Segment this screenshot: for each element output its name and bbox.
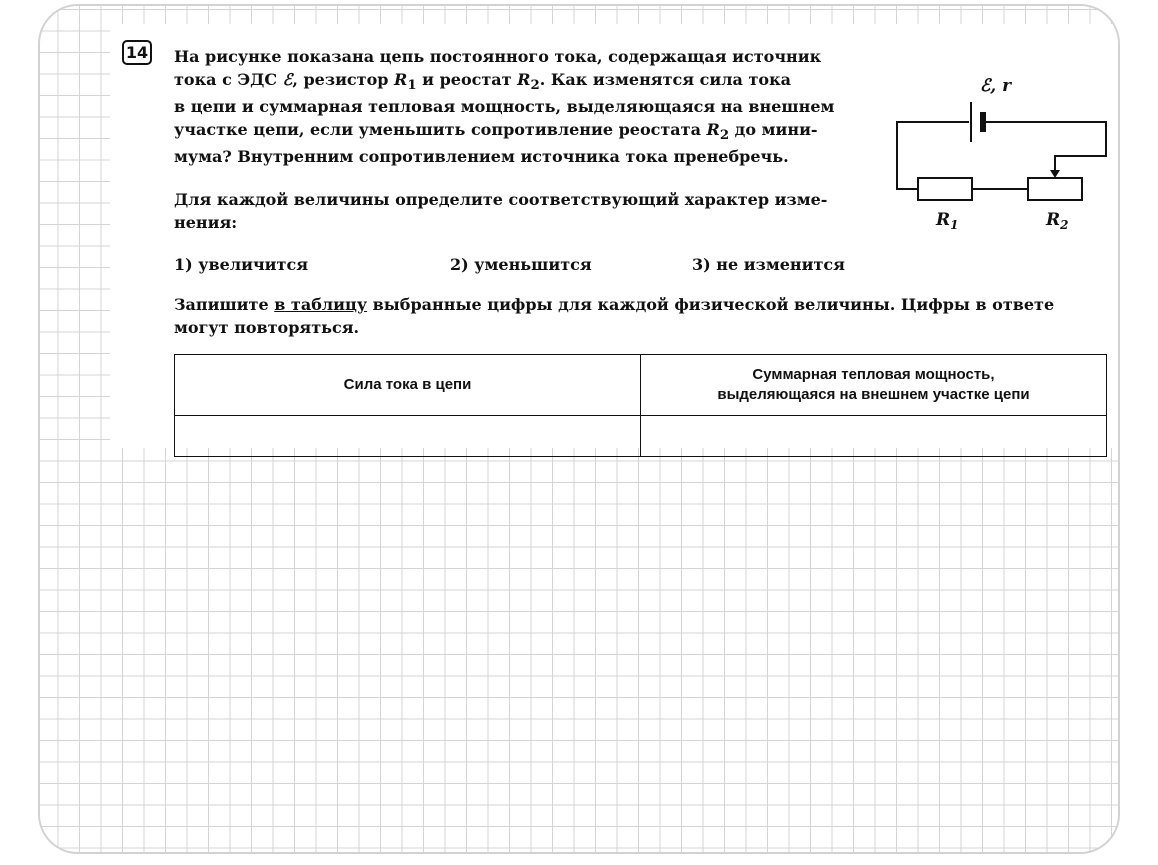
option-decrease: 2) уменьшится	[450, 255, 592, 274]
source-label: ℰ, r	[980, 76, 1012, 96]
task-block	[110, 24, 1120, 448]
header-power: Суммарная тепловая мощность, выделяющаяся на внешнем участке цепи	[641, 355, 1107, 416]
table-header-row	[175, 355, 1107, 416]
answer-table	[174, 354, 1107, 457]
grid-sheet	[38, 4, 1120, 854]
resistor-r1	[918, 178, 972, 200]
r1-label: $R_1$	[936, 210, 959, 229]
r2-label: $R_2$	[1046, 210, 1069, 229]
answer-instruction: Запишите в таблицу выбранные цифры для каждой физической величины. Цифры в ответе могут повторяться.	[174, 295, 1055, 337]
header-current: Сила тока в цепи	[175, 355, 641, 416]
rheostat-r2	[1028, 178, 1082, 200]
wire-right	[985, 122, 1106, 172]
circuit-diagram	[890, 54, 1110, 229]
answer-cell-current[interactable]	[175, 416, 641, 457]
task-number: 14	[122, 40, 152, 65]
problem-statement: На рисунке показана цепь постоянного тока, содержащая источник тока с ЭДС ℰ, резистор $R_1$ и реостат $R_2$. Как изменятся сила тока в цепи и суммарная тепловая мощность, выделяющаяся на внешнем участке цепи, если уменьшить сопротивление реостата $R_2$ до мини- мума? Внутренним сопротивлением источника тока пренебречь.	[174, 47, 835, 167]
answer-cell-power[interactable]	[641, 416, 1107, 457]
emf-symbol: ℰ	[282, 69, 293, 89]
instruction-text: Для каждой величины определите соответствующий характер изме- нения:	[174, 190, 828, 232]
option-unchanged: 3) не изменится	[692, 255, 845, 274]
rheostat-slider-arrow-icon	[1050, 170, 1060, 178]
table-answer-row	[175, 416, 1107, 457]
option-increase: 1) увеличится	[174, 255, 309, 274]
